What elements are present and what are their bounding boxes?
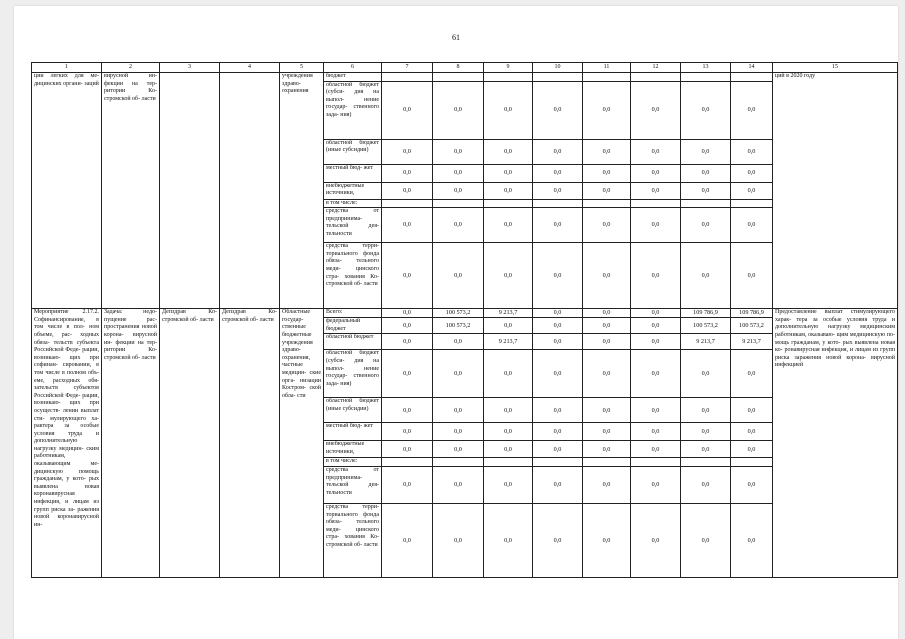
funding-source-cell: средства терри- ториального фонда обяза- тельного меди- цинского стра- хования Ко- стромской об- ласти xyxy=(324,243,382,309)
value-cell xyxy=(433,199,484,208)
value-cell: 0,0 xyxy=(484,182,533,199)
value-cell: 0,0 xyxy=(533,350,583,398)
value-cell: 0,0 xyxy=(583,441,631,458)
column-header: 12 xyxy=(631,63,681,73)
value-cell: 0,0 xyxy=(382,398,433,423)
value-cell: 0,0 xyxy=(731,398,773,423)
value-cell: 0,0 xyxy=(731,503,773,577)
value-cell: 0,0 xyxy=(533,139,583,164)
page-number: 61 xyxy=(452,33,460,42)
block2-col5-cell: Областные государ- ственные бюджетные учреждения здраво- охранения, частные медицин- ские орга- низации Костром- ской обла- сти xyxy=(280,309,324,578)
value-cell: 0,0 xyxy=(382,182,433,199)
value-cell: 0,0 xyxy=(433,350,484,398)
value-cell xyxy=(631,73,681,82)
value-cell: 0,0 xyxy=(731,182,773,199)
column-header: 15 xyxy=(773,63,898,73)
funding-source-cell: Всего: xyxy=(324,309,382,318)
value-cell: 0,0 xyxy=(533,423,583,441)
value-cell: 0,0 xyxy=(681,81,731,139)
funding-source-cell: бюджет xyxy=(324,73,382,82)
block2-col3-cell: Депздрав Ко- стромской об- ласти xyxy=(160,309,220,578)
table-row xyxy=(32,73,898,82)
value-cell: 100 573,2 xyxy=(731,318,773,334)
column-header: 10 xyxy=(533,63,583,73)
block1-col4-cell xyxy=(220,73,280,309)
value-cell: 0,0 xyxy=(382,466,433,503)
value-cell xyxy=(382,199,433,208)
funding-source-cell: в том числе: xyxy=(324,199,382,208)
value-cell: 0,0 xyxy=(631,503,681,577)
value-cell: 0,0 xyxy=(382,423,433,441)
value-cell: 0,0 xyxy=(681,398,731,423)
funding-source-cell: местный бюд- жет xyxy=(324,164,382,182)
column-header: 6 xyxy=(324,63,382,73)
table-row xyxy=(32,309,898,318)
value-cell: 0,0 xyxy=(731,81,773,139)
value-cell: 0,0 xyxy=(533,164,583,182)
value-cell: 0,0 xyxy=(583,423,631,441)
funding-source-cell: внебюджетные источники, xyxy=(324,182,382,199)
value-cell xyxy=(731,199,773,208)
funding-source-cell: средства от предпринима- тельской дея- тельности xyxy=(324,466,382,503)
value-cell: 0,0 xyxy=(433,423,484,441)
value-cell: 0,0 xyxy=(484,503,533,577)
value-cell: 0,0 xyxy=(631,350,681,398)
value-cell: 0,0 xyxy=(631,139,681,164)
value-cell: 0,0 xyxy=(382,503,433,577)
funding-source-cell: областной бюджет (субси- дия на выпол- нение государ- ственного зада- ния) xyxy=(324,81,382,139)
value-cell: 0,0 xyxy=(382,243,433,309)
value-cell: 0,0 xyxy=(533,398,583,423)
funding-source-cell: средства терри- ториального фонда обяза- тельного меди- цинского стра- хования Ко- стромской об- ласти xyxy=(324,503,382,577)
value-cell xyxy=(484,458,533,467)
value-cell: 100 573,2 xyxy=(433,309,484,318)
block2-col2-cell: Задача: недо- пущение рас- пространения новой корона- вирусной ин- фекции на тер- ритории Ко- стромской об- ласти xyxy=(102,309,160,578)
value-cell: 0,0 xyxy=(484,243,533,309)
value-cell xyxy=(631,458,681,467)
value-cell: 0,0 xyxy=(533,81,583,139)
value-cell xyxy=(681,199,731,208)
value-cell: 0,0 xyxy=(681,182,731,199)
value-cell: 0,0 xyxy=(631,466,681,503)
value-cell: 0,0 xyxy=(631,334,681,350)
value-cell: 0,0 xyxy=(533,208,583,243)
value-cell: 0,0 xyxy=(382,309,433,318)
value-cell: 0,0 xyxy=(631,81,681,139)
value-cell: 0,0 xyxy=(681,503,731,577)
column-header: 5 xyxy=(280,63,324,73)
value-cell: 0,0 xyxy=(631,318,681,334)
column-header: 1 xyxy=(32,63,102,73)
value-cell: 0,0 xyxy=(533,309,583,318)
value-cell: 0,0 xyxy=(681,208,731,243)
value-cell: 9 213,7 xyxy=(484,334,533,350)
block1-result-cell: ций в 2020 году xyxy=(773,73,898,309)
value-cell: 0,0 xyxy=(484,398,533,423)
value-cell: 0,0 xyxy=(433,208,484,243)
budget-table xyxy=(31,62,898,578)
value-cell: 0,0 xyxy=(433,334,484,350)
funding-source-cell: местный бюд- жет xyxy=(324,423,382,441)
value-cell: 0,0 xyxy=(484,81,533,139)
value-cell: 0,0 xyxy=(533,182,583,199)
value-cell xyxy=(583,458,631,467)
value-cell: 0,0 xyxy=(681,243,731,309)
value-cell: 0,0 xyxy=(631,309,681,318)
column-header: 9 xyxy=(484,63,533,73)
document-page xyxy=(14,6,898,639)
value-cell: 0,0 xyxy=(731,466,773,503)
funding-source-cell: внебюджетные источники, xyxy=(324,441,382,458)
value-cell: 0,0 xyxy=(533,466,583,503)
value-cell: 0,0 xyxy=(583,81,631,139)
value-cell xyxy=(731,458,773,467)
value-cell: 0,0 xyxy=(433,441,484,458)
funding-source-cell: средства от предпринима- тельской дея- тельности xyxy=(324,208,382,243)
value-cell: 0,0 xyxy=(583,164,631,182)
value-cell xyxy=(533,199,583,208)
value-cell: 0,0 xyxy=(382,164,433,182)
value-cell: 0,0 xyxy=(382,350,433,398)
block2-result-cell: Предоставление выплат стимулирующего харак- тера за особые условия труда и дополнительную нагрузку медицинским работникам, оказываю- щим медицинскую по- мощь гражданам, у кото- рых выявлена новая ко- ронавирусная инфекция, и лицам из групп риска заражения новой корона- вирусной инфекцией xyxy=(773,309,898,578)
funding-source-cell: областной бюджет (субси- дия на выпол- нение государ- ственного зада- ния) xyxy=(324,350,382,398)
column-header: 7 xyxy=(382,63,433,73)
value-cell xyxy=(433,458,484,467)
block1-col5-cell: учреждения здраво- охранения xyxy=(280,73,324,309)
column-header: 13 xyxy=(681,63,731,73)
block2-col1-cell: Мероприятие 2.17.2. Софинансирование, в том числе в пол- ном объеме, рас- ходных обяза- тельств субъекта Российской Феде- рации, возникаю- щих при софинан- сировании, в том числе в полном объ- еме, расходных обя- зательств субъектов Российской Феде- рации, возникаю- щих при осуществ- лении выплат сти- мулирующего ха- рактера за особые условия труда и дополнительную нагрузку медицин- ским работникам, оказывающим ме- дицинскую помощь гражданам, у кото- рых выявлена новая коронавирусная инфекция, и лицам из групп риска за- ражения новой коронавирусной ин- xyxy=(32,309,102,578)
value-cell: 0,0 xyxy=(433,243,484,309)
value-cell: 0,0 xyxy=(382,318,433,334)
value-cell: 0,0 xyxy=(681,350,731,398)
value-cell: 0,0 xyxy=(681,466,731,503)
block1-col1-cell: ции легких для ме- дицинских органи- заций xyxy=(32,73,102,309)
funding-source-cell: областной бюджет (иные субсидии) xyxy=(324,398,382,423)
value-cell: 0,0 xyxy=(583,208,631,243)
value-cell: 0,0 xyxy=(631,208,681,243)
column-header: 4 xyxy=(220,63,280,73)
value-cell: 0,0 xyxy=(731,243,773,309)
value-cell: 0,0 xyxy=(433,398,484,423)
block2-col4-cell: Депздрав Ко- стромской об- ласти xyxy=(220,309,280,578)
funding-source-cell: областной бюджет (иные субсидии) xyxy=(324,139,382,164)
value-cell: 0,0 xyxy=(731,350,773,398)
value-cell: 0,0 xyxy=(382,81,433,139)
value-cell: 0,0 xyxy=(583,334,631,350)
value-cell xyxy=(583,73,631,82)
value-cell: 0,0 xyxy=(583,466,631,503)
value-cell: 0,0 xyxy=(731,164,773,182)
column-header: 11 xyxy=(583,63,631,73)
value-cell: 0,0 xyxy=(433,139,484,164)
value-cell: 0,0 xyxy=(731,441,773,458)
value-cell: 0,0 xyxy=(382,139,433,164)
value-cell: 0,0 xyxy=(484,350,533,398)
value-cell: 0,0 xyxy=(433,182,484,199)
value-cell: 0,0 xyxy=(484,466,533,503)
value-cell: 0,0 xyxy=(433,503,484,577)
value-cell: 0,0 xyxy=(382,208,433,243)
table-body xyxy=(32,63,898,578)
header-row xyxy=(32,63,898,73)
block1-col2-cell: вирусной ин- фекции на тер- ритории Ко- стромской об- ласти xyxy=(102,73,160,309)
column-header: 14 xyxy=(731,63,773,73)
value-cell: 0,0 xyxy=(484,208,533,243)
value-cell: 0,0 xyxy=(484,423,533,441)
value-cell xyxy=(583,199,631,208)
value-cell: 0,0 xyxy=(533,318,583,334)
value-cell xyxy=(631,199,681,208)
value-cell: 0,0 xyxy=(433,81,484,139)
value-cell: 0,0 xyxy=(533,243,583,309)
value-cell: 0,0 xyxy=(681,139,731,164)
column-header: 3 xyxy=(160,63,220,73)
value-cell: 100 573,2 xyxy=(433,318,484,334)
value-cell: 0,0 xyxy=(382,441,433,458)
value-cell: 0,0 xyxy=(583,350,631,398)
value-cell: 0,0 xyxy=(382,334,433,350)
value-cell: 0,0 xyxy=(583,503,631,577)
column-header: 8 xyxy=(433,63,484,73)
column-header: 2 xyxy=(102,63,160,73)
value-cell: 0,0 xyxy=(681,441,731,458)
value-cell: 0,0 xyxy=(631,398,681,423)
funding-source-cell: в том числе: xyxy=(324,458,382,467)
value-cell xyxy=(382,458,433,467)
value-cell: 9 213,7 xyxy=(731,334,773,350)
value-cell xyxy=(484,199,533,208)
value-cell xyxy=(484,73,533,82)
value-cell: 0,0 xyxy=(484,318,533,334)
value-cell: 0,0 xyxy=(533,334,583,350)
value-cell: 0,0 xyxy=(731,139,773,164)
value-cell: 109 786,9 xyxy=(731,309,773,318)
value-cell xyxy=(533,73,583,82)
value-cell: 0,0 xyxy=(583,309,631,318)
value-cell: 0,0 xyxy=(484,139,533,164)
value-cell: 0,0 xyxy=(583,398,631,423)
value-cell: 0,0 xyxy=(533,503,583,577)
value-cell: 0,0 xyxy=(484,164,533,182)
value-cell: 0,0 xyxy=(533,441,583,458)
value-cell: 0,0 xyxy=(583,318,631,334)
value-cell: 0,0 xyxy=(631,164,681,182)
value-cell: 0,0 xyxy=(583,139,631,164)
value-cell xyxy=(382,73,433,82)
funding-source-cell: областной бюджет xyxy=(324,334,382,350)
value-cell xyxy=(681,73,731,82)
block1-col3-cell xyxy=(160,73,220,309)
value-cell xyxy=(433,73,484,82)
value-cell: 0,0 xyxy=(681,164,731,182)
value-cell: 0,0 xyxy=(433,466,484,503)
funding-source-cell: федеральный бюджет xyxy=(324,318,382,334)
value-cell: 0,0 xyxy=(433,164,484,182)
value-cell: 0,0 xyxy=(731,423,773,441)
value-cell: 9 213,7 xyxy=(681,334,731,350)
value-cell: 100 573,2 xyxy=(681,318,731,334)
value-cell: 0,0 xyxy=(731,208,773,243)
value-cell: 9 213,7 xyxy=(484,309,533,318)
value-cell: 109 786,9 xyxy=(681,309,731,318)
value-cell: 0,0 xyxy=(631,243,681,309)
value-cell: 0,0 xyxy=(631,441,681,458)
value-cell: 0,0 xyxy=(583,182,631,199)
value-cell: 0,0 xyxy=(681,423,731,441)
value-cell xyxy=(731,73,773,82)
value-cell xyxy=(681,458,731,467)
value-cell: 0,0 xyxy=(631,423,681,441)
value-cell: 0,0 xyxy=(583,243,631,309)
value-cell: 0,0 xyxy=(484,441,533,458)
value-cell xyxy=(533,458,583,467)
value-cell: 0,0 xyxy=(631,182,681,199)
